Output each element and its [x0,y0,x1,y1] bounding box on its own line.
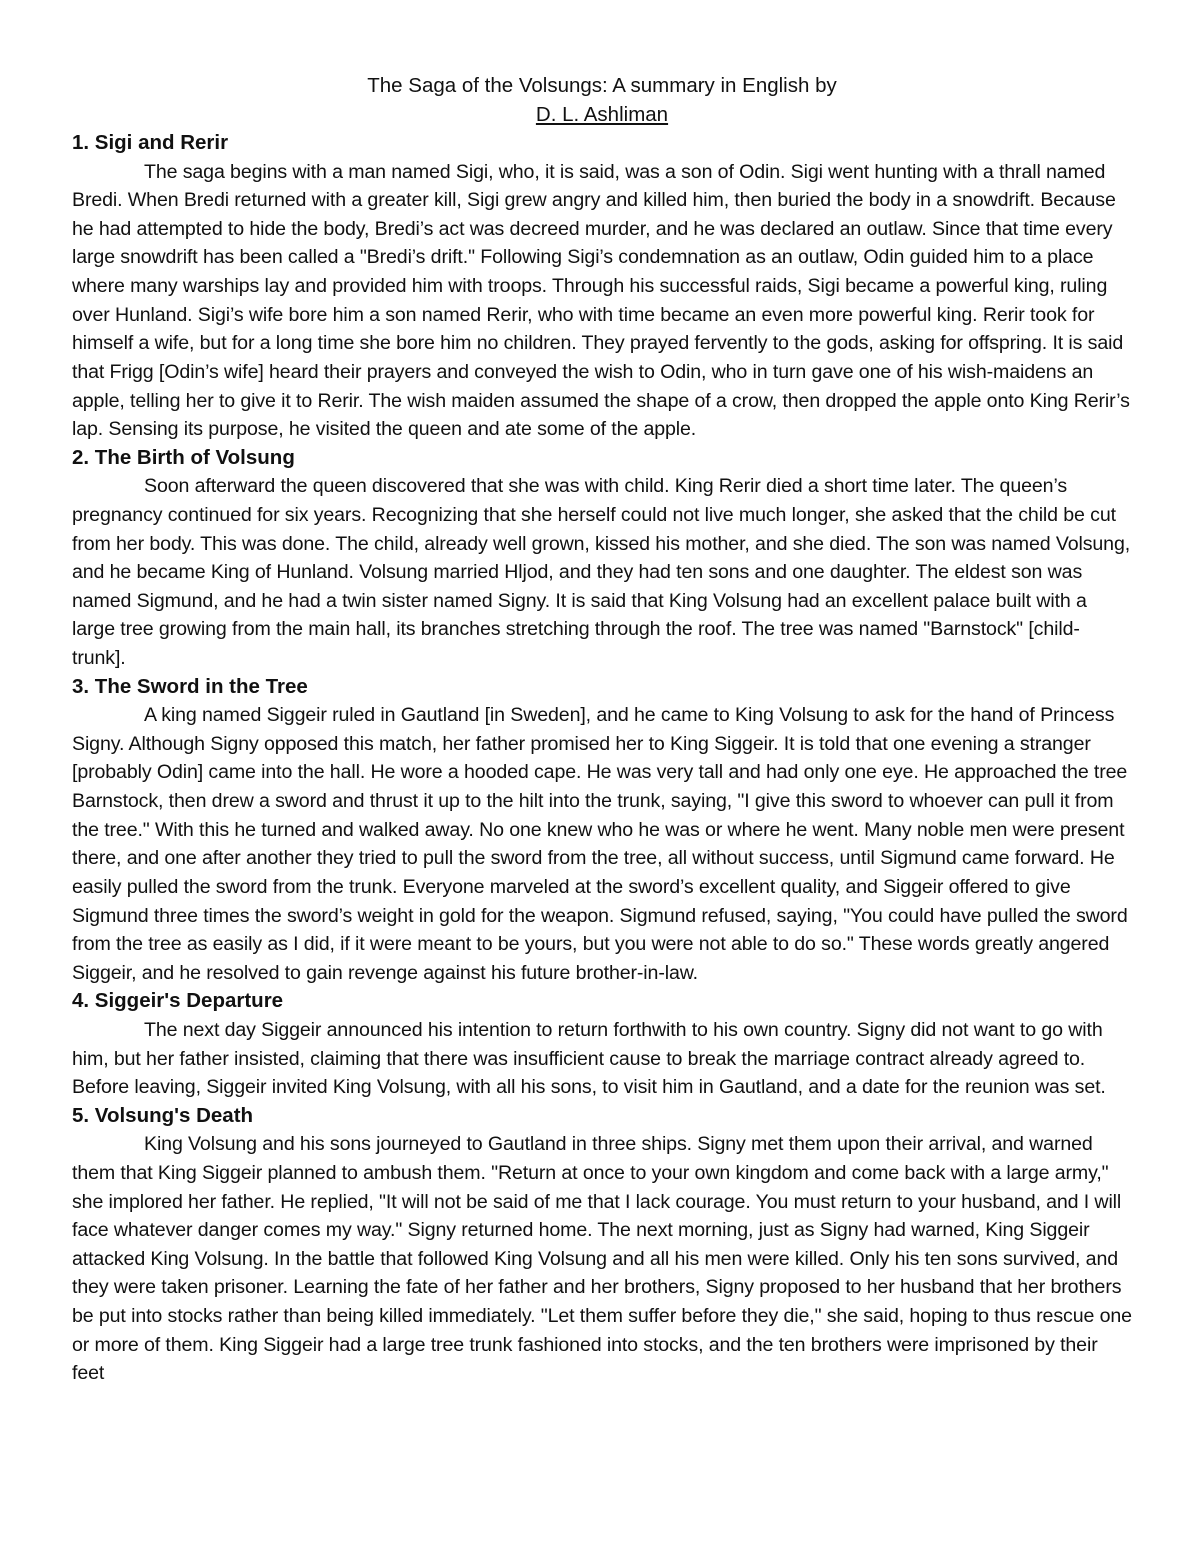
section-4 [72,987,1132,1101]
section-paragraph: A king named Siggeir ruled in Gautland [in Sweden], and he came to King Volsung to ask for the hand of Princess Signy. Although Signy opposed this match, her father promised her to King Siggeir. It is told that one evening a stranger [probably Odin] came into the hall. He wore a hooded cape. He was very tall and had only one eye. He approached the tree Barnstock, then drew a sword and thrust it up to the hilt into the trunk, saying, "I give this sword to whoever can pull it from the tree." With this he turned and walked away. No one knew who he was or where he went. Many noble men were present there, and one after another they tried to pull the sword from the tree, all without success, until Sigmund came forward. He easily pulled the sword from the trunk. Everyone marveled at the sword’s excellent quality, and Siggeir offered to give Sigmund three times the sword’s weight in gold for the weapon. Sigmund refused, saying, "You could have pulled the sword from the tree as easily as I did, if it were meant to be yours, but you were not able to do so." These words greatly angered Siggeir, and he resolved to gain revenge against his future brother-in-law. [72,704,1128,984]
document-page [72,72,1132,1388]
section-3 [72,673,1132,988]
section-paragraph: Soon afterward the queen discovered that she was with child. King Rerir died a short time later. The queen’s pregnancy continued for six years. Recognizing that she herself could not live much longer, she asked that the child be cut from her body. This was done. The child, already well grown, kissed his mother, and she died. The son was named Volsung, and he became King of Hunland. Volsung married Hljod, and they had ten sons and one daughter. The eldest son was named Sigmund, and he had a twin sister named Signy. It is said that King Volsung had an excellent palace built with a large tree growing from the main hall, its branches stretching through the roof. The tree was named "Barnstock" [child-trunk]. [72,475,1131,669]
document-title: The Saga of the Volsungs: A summary in English by [367,74,837,97]
section-heading: 4. Siggeir's Departure [72,989,284,1013]
section-heading: 2. The Birth of Volsung [72,445,295,469]
document-title-block [72,72,1132,129]
section-heading: 3. The Sword in the Tree [72,674,308,698]
section-paragraph: The saga begins with a man named Sigi, who, it is said, was a son of Odin. Sigi went hunting with a thrall named Bredi. When Bredi returned with a greater kill, Sigi grew angry and killed him, then buried the body in a snowdrift. Because he had attempted to hide the body, Bredi’s act was decreed murder, and he was declared an outlaw. Since that time every large snowdrift has been called a "Bredi’s drift." Following Sigi’s condemnation as an outlaw, Odin guided him to a place where many warships lay and provided him with troops. Through his successful raids, Sigi became a powerful king, ruling over Hunland. Sigi’s wife bore him a son named Rerir, who with time became an even more powerful king. Rerir took for himself a wife, but for a long time she bore him no children. They prayed fervently to the gods, asking for offspring. It is said that Frigg [Odin’s wife] heard their prayers and conveyed the wish to Odin, who in turn gave one of his wish-maidens an apple, telling her to give it to Rerir. The wish maiden assumed the shape of a crow, then dropped the apple onto King Rerir’s lap. Sensing its purpose, he visited the queen and ate some of the apple. [72,160,1130,441]
section-heading: 5. Volsung's Death [72,1103,254,1127]
author-link[interactable]: D. L. Ashliman [535,102,669,126]
section-1 [72,129,1132,444]
section-5 [72,1102,1132,1388]
section-heading: 1. Sigi and Rerir [72,131,229,154]
section-2 [72,444,1132,673]
section-paragraph: The next day Siggeir announced his intention to return forthwith to his own country. Signy did not want to go with him, but her father insisted, claiming that there was insufficient cause to break the marriage contract already agreed to. Before leaving, Siggeir invited King Volsung, with all his sons, to visit him in Gautland, and a date for the reunion was set. [72,1018,1106,1099]
section-paragraph: King Volsung and his sons journeyed to Gautland in three ships. Signy met them upon their arrival, and warned them that King Siggeir planned to ambush them. "Return at once to your own kingdom and come back with a large army," she implored her father. He replied, "It will not be said of me that I lack courage. You must return to your husband, and I will face whatever danger comes my way." Signy returned home. The next morning, just as Signy had warned, King Siggeir attacked King Volsung. In the battle that followed King Volsung and all his men were killed. Only his ten sons survived, and they were taken prisoner. Learning the fate of her father and her brothers, Signy proposed to her husband that her brothers be put into stocks rather than being killed immediately. "Let them suffer before they die," she said, hoping to thus rescue one or more of them. King Siggeir had a large tree trunk fashioned into stocks, and the ten brothers were imprisoned by their feet [72,1133,1132,1385]
